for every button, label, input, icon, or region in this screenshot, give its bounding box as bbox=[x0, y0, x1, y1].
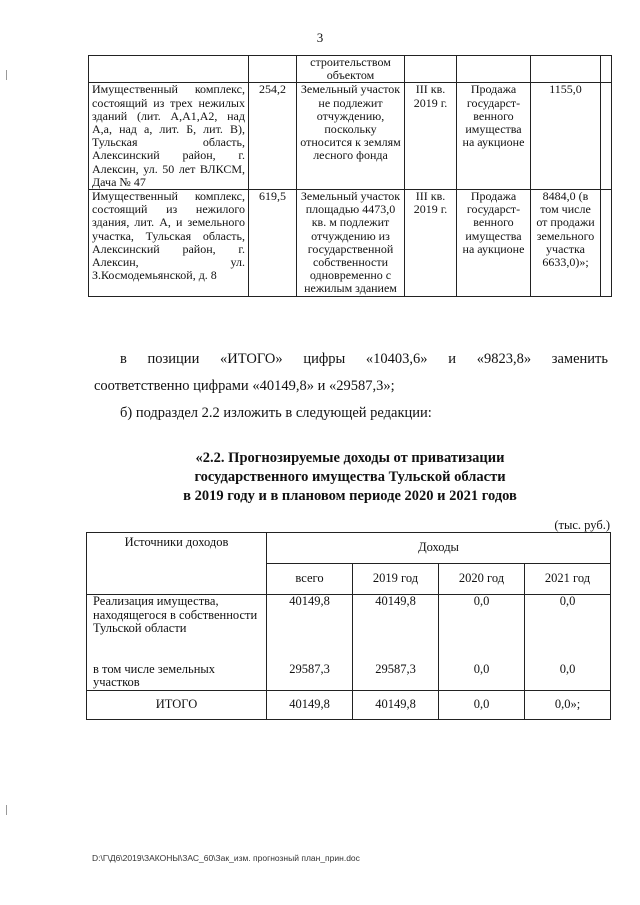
binding-mark bbox=[6, 70, 11, 80]
header-income: Доходы bbox=[267, 533, 611, 564]
header-2019: 2019 год bbox=[353, 564, 439, 595]
spacer bbox=[93, 636, 262, 663]
cell-value bbox=[267, 595, 353, 691]
cell-value bbox=[353, 595, 439, 691]
cell-source bbox=[87, 595, 267, 691]
cell-total-value: 0,0 bbox=[439, 690, 525, 719]
word: в bbox=[120, 351, 127, 367]
header-sources: Источники доходов bbox=[87, 533, 267, 595]
cell-total-value: 40149,8 bbox=[353, 690, 439, 719]
cell-empty bbox=[601, 83, 612, 190]
word: «ИТОГО» bbox=[220, 351, 283, 367]
binding-mark bbox=[6, 805, 11, 815]
value: 0,0 bbox=[559, 594, 576, 608]
table-row-total bbox=[87, 690, 611, 719]
cell-land-status: строительством объектом bbox=[297, 56, 405, 83]
word: цифры bbox=[303, 351, 346, 367]
cell-value bbox=[525, 595, 611, 691]
word: позиции bbox=[147, 351, 200, 367]
cell-land-status: Земельный участок не подлежит отчуждению, поскольку относится к землям лесного фонда bbox=[297, 83, 405, 190]
section-heading bbox=[90, 449, 610, 506]
table-row bbox=[87, 595, 611, 691]
table-row-continuation bbox=[89, 56, 612, 83]
table-header-row bbox=[87, 533, 611, 564]
spacer bbox=[357, 609, 434, 663]
paragraph-replace-line1 bbox=[120, 350, 608, 368]
word: заменить bbox=[551, 351, 608, 367]
spacer bbox=[529, 609, 606, 663]
footer-file-path: D:\Г\Д6\2019\ЗАКОНЫ\ЗАС_60\Зак_изм. прогнозный план_прин.doc bbox=[92, 853, 360, 863]
heading-line: в 2019 году и в плановом периоде 2020 и 2021 годов bbox=[183, 488, 517, 504]
unit-label: (тыс. руб.) bbox=[554, 518, 610, 532]
value: 29587,3 bbox=[289, 661, 330, 676]
cell-empty bbox=[405, 56, 457, 83]
header-2021: 2021 год bbox=[525, 564, 611, 595]
cell-property-name: Имущественный комплекс, состоящий из трех нежилых зданий (лит. А,А1,А2, над А,а, над а, лит. Б, лит. В), Тульская область, Алексинский район, г. Алексин, ул. 50 лет ВЛКСМ, Дача № 47 bbox=[89, 83, 249, 190]
header-total: всего bbox=[267, 564, 353, 595]
value: 29587,3 bbox=[375, 661, 416, 676]
heading-line: «2.2. Прогнозируемые доходы от приватизации bbox=[195, 450, 505, 466]
cell-method: Продажа государст-венного имущества на аукционе bbox=[457, 83, 531, 190]
value: 40149,8 bbox=[289, 594, 330, 608]
value: 0,0 bbox=[559, 661, 576, 676]
cell-land-status: Земельный участок площадью 4473,0 кв. м подлежит отчуждению из государственной собственности одновременно с нежилым зданием bbox=[297, 190, 405, 297]
source-label: Реализация имущества, находящегося в собственности Тульской области bbox=[93, 594, 258, 635]
word: «9823,8» bbox=[476, 351, 532, 367]
cell-empty bbox=[531, 56, 601, 83]
cell-property-name: Имущественный комплекс, состоящий из нежилого здания, лит. А, и земельного участка, Тульская область, Алексинский район, г. Алексин, ул. З.Космодемьянской, д. 8 bbox=[89, 190, 249, 297]
paragraph-replace-line2: соответственно цифрами «40149,8» и «29587,3»; bbox=[94, 378, 395, 394]
source-label: в том числе земельных участков bbox=[93, 661, 216, 689]
paragraph-subsection: б) подраздел 2.2 изложить в следующей редакции: bbox=[120, 405, 432, 421]
cell-empty bbox=[89, 56, 249, 83]
cell-total-label: ИТОГО bbox=[87, 690, 267, 719]
heading-line: государственного имущества Тульской области bbox=[194, 469, 506, 485]
property-table bbox=[88, 55, 612, 297]
cell-area: 619,5 bbox=[249, 190, 297, 297]
value: 0,0 bbox=[473, 661, 490, 676]
header-2020: 2020 год bbox=[439, 564, 525, 595]
cell-empty bbox=[601, 190, 612, 297]
spacer bbox=[271, 609, 348, 663]
cell-sum: 8484,0 (в том числе от продажи земельного участка 6633,0)»; bbox=[531, 190, 601, 297]
spacer bbox=[443, 609, 520, 663]
income-table bbox=[86, 532, 611, 720]
table-row bbox=[89, 83, 612, 190]
cell-quarter: III кв. 2019 г. bbox=[405, 83, 457, 190]
table-row bbox=[89, 190, 612, 297]
cell-total-value: 40149,8 bbox=[267, 690, 353, 719]
word: «10403,6» bbox=[365, 351, 428, 367]
cell-area: 254,2 bbox=[249, 83, 297, 190]
cell-sum: 1155,0 bbox=[531, 83, 601, 190]
page-number: 3 bbox=[316, 30, 324, 45]
value: 40149,8 bbox=[375, 594, 416, 608]
cell-value bbox=[439, 595, 525, 691]
cell-method: Продажа государст-венного имущества на аукционе bbox=[457, 190, 531, 297]
cell-empty bbox=[601, 56, 612, 83]
cell-empty bbox=[457, 56, 531, 83]
word: и bbox=[448, 351, 456, 367]
cell-empty bbox=[249, 56, 297, 83]
cell-total-value: 0,0»; bbox=[525, 690, 611, 719]
value: 0,0 bbox=[473, 594, 490, 608]
cell-quarter: III кв. 2019 г. bbox=[405, 190, 457, 297]
